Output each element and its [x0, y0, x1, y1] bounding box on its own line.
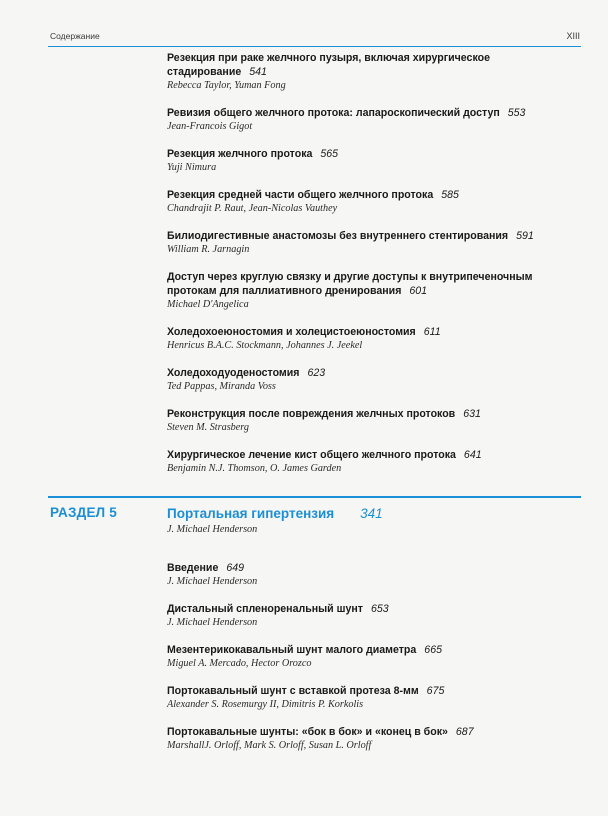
running-head	[50, 31, 580, 45]
toc-entry-title	[167, 366, 572, 380]
section-label: РАЗДЕЛ 5	[50, 505, 117, 520]
toc-entry-page: 665	[424, 644, 442, 656]
toc-entry	[167, 106, 572, 133]
toc-entry	[167, 325, 572, 352]
toc-entry-page: 585	[441, 189, 459, 201]
toc-entry	[167, 725, 572, 752]
toc-entry-page: 591	[516, 230, 534, 242]
toc-entry-page: 541	[249, 66, 267, 78]
toc-entry-title-line1: Мезентерикокавальный шунт малого диаметра	[167, 644, 417, 656]
toc-entry-authors: Henricus B.A.C. Stockmann, Johannes J. Jeekel	[167, 340, 363, 351]
toc-entry-authors: Alexander S. Rosemurgy II, Dimitris P. Korkolis	[167, 699, 364, 710]
toc-entry-page: 653	[370, 603, 389, 615]
toc-entry-title	[167, 188, 572, 202]
toc-entry-title-line1: Дистальный спленоренальный шунт	[167, 603, 363, 615]
toc-entry-title	[167, 270, 572, 298]
section-heading	[167, 505, 572, 536]
toc-entry	[167, 188, 572, 215]
toc-entry-authors: William R. Jarnagin	[167, 244, 250, 255]
toc-entry-authors: J. Michael Henderson	[167, 617, 258, 628]
toc-entry-authors: Chandrajit P. Raut, Jean-Nicolas Vauthey	[167, 203, 338, 214]
toc-entry-page: 641	[463, 449, 482, 461]
toc-entry-page: 675	[426, 685, 445, 697]
toc-entry-authors: Yuji Nimura	[167, 162, 217, 173]
toc-entry-title-line1: Реконструкция после повреждения желчных протоков	[167, 408, 456, 420]
toc-entry-authors: Benjamin N.J. Thomson, O. James Garden	[167, 463, 342, 474]
toc-entry-page: 631	[463, 408, 481, 420]
toc-entry-title-line2: протокам для паллиативного дренирования	[167, 285, 402, 297]
toc-entry-title	[167, 325, 572, 339]
section-rule	[48, 496, 581, 498]
page-number-roman: XIII	[566, 31, 580, 41]
toc-entry-title	[167, 602, 572, 616]
toc-entry-title	[167, 407, 572, 421]
toc-entry-title	[167, 725, 572, 739]
toc-entry-title	[167, 106, 572, 120]
toc-entry-title	[167, 147, 572, 161]
toc-entry-title-line1: Введение	[167, 562, 219, 574]
toc-entry	[167, 407, 572, 434]
toc-entry	[167, 229, 572, 256]
toc-entry-title-line2: стадирование	[167, 66, 242, 78]
toc-list-bottom	[167, 561, 572, 766]
toc-entry-title-line1: Портокавальный шунт с вставкой протеза 8-мм	[167, 685, 419, 697]
toc-entry-title-line1: Доступ через круглую связку и другие доступы к внутрипеченочным	[167, 271, 533, 283]
section-title: Портальная гипертензия	[167, 506, 335, 521]
toc-entry-title	[167, 448, 572, 462]
toc-entry-authors: Ted Pappas, Miranda Voss	[167, 381, 276, 392]
toc-entry-title-line1: Билиодигестивные анастомозы без внутреннего стентирования	[167, 230, 509, 242]
toc-entry-title	[167, 51, 572, 79]
toc-entry	[167, 366, 572, 393]
toc-entry-title-line1: Портокавальные шунты: «бок в бок» и «конец в бок»	[167, 726, 448, 738]
toc-entry-authors: Jean-Francois Gigot	[167, 121, 253, 132]
toc-entry-title	[167, 684, 572, 698]
toc-entry-title-line1: Холедоходуоденостомия	[167, 367, 300, 379]
toc-entry	[167, 602, 572, 629]
toc-entry-page: 553	[507, 107, 526, 119]
toc-entry-page: 687	[455, 726, 474, 738]
toc-entry-authors: J. Michael Henderson	[167, 576, 258, 587]
toc-entry	[167, 684, 572, 711]
toc-entry-title-line1: Хирургическое лечение кист общего желчного протока	[167, 449, 456, 461]
section-page: 341	[360, 506, 383, 521]
toc-entry	[167, 270, 572, 311]
toc-entry	[167, 147, 572, 174]
running-head-title: Содержание	[50, 31, 100, 41]
section-title-line	[167, 505, 572, 522]
toc-entry-page: 623	[307, 367, 326, 379]
toc-entry-page: 611	[423, 326, 441, 338]
toc-entry-title-line1: Ревизия общего желчного протока: лапароскопический доступ	[167, 107, 500, 119]
toc-entry-authors: Miguel A. Mercado, Hector Orozco	[167, 658, 312, 669]
toc-entry-authors: Steven M. Strasberg	[167, 422, 249, 433]
toc-entry-title-line1: Резекция при раке желчного пузыря, включая хирургическое	[167, 52, 490, 64]
toc-entry-authors: MarshallJ. Orloff, Mark S. Orloff, Susan L. Orloff	[167, 740, 372, 751]
toc-entry-title	[167, 229, 572, 243]
toc-entry-authors: Rebecca Taylor, Yuman Fong	[167, 80, 286, 91]
toc-entry-title-line1: Резекция средней части общего желчного протока	[167, 189, 434, 201]
toc-entry-title-line1: Холедохоеюностомия и холецистоеюностомия	[167, 326, 416, 338]
toc-entry	[167, 643, 572, 670]
toc-entry-title	[167, 643, 572, 657]
header-rule	[48, 46, 581, 47]
toc-entry-title	[167, 561, 572, 575]
toc-entry-page: 565	[320, 148, 339, 160]
toc-entry	[167, 561, 572, 588]
toc-entry-title-line1: Резекция желчного протока	[167, 148, 313, 160]
toc-entry-authors: Michael D'Angelica	[167, 299, 249, 310]
toc-list-top	[167, 51, 572, 489]
toc-entry	[167, 448, 572, 475]
toc-entry-page: 649	[226, 562, 245, 574]
toc-entry-page: 601	[409, 285, 428, 297]
toc-entry	[167, 51, 572, 92]
section-authors: J. Michael Henderson	[167, 524, 258, 535]
